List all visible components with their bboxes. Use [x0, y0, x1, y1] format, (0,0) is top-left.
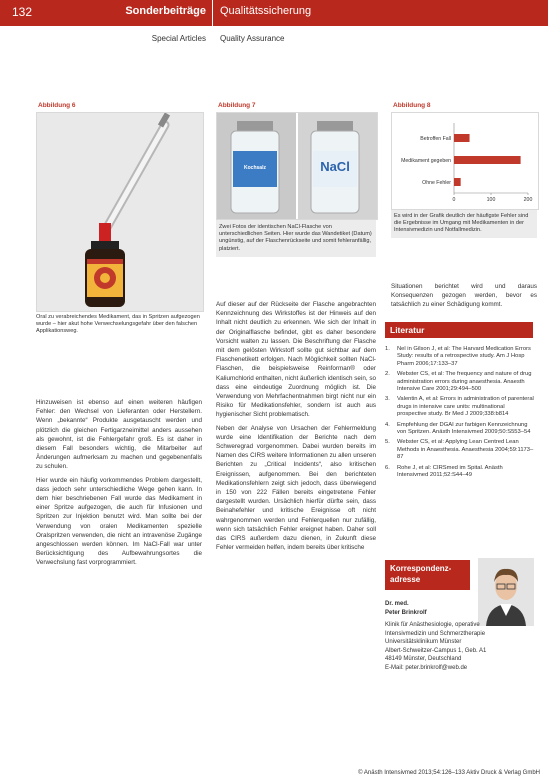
correspondence-heading: Korrespondenz- adresse	[385, 560, 470, 590]
figure7-caption: Zwei Fotos der identischen NaCl-Flasche von unterschiedlichen Seiten. Hier wurde das Wandetiket (Datum) ungünstig, auf der Flaschenrückseite und somit fehleranfällig, platziert.	[216, 220, 376, 257]
author-title: Dr. med.	[385, 601, 409, 607]
page-footer: © Anästh Intensivmed 2013;54:126–133 Aktiv Druck & Verlag GmbH	[358, 770, 540, 776]
chart-category-label: Betroffen Fall	[420, 136, 451, 142]
column-3	[391, 282, 537, 314]
address-line: Klinik für Anästhesiologie, operative	[385, 622, 480, 628]
address-line: Albert-Schweitzer-Campus 1, Geb. A1	[385, 647, 487, 654]
author-name: Peter Brinkrolf	[385, 609, 427, 616]
figure8-caption: Es wird in der Grafik deutlich der häufigste Fehler sind die Ergebnisse im Umgang mit Medikamenten in der Intensivmedizin und Notfallmedizin.	[391, 210, 537, 238]
literature-item: 3. Valentin A, et al: Errors in administration of parenteral drugs in intensive care units: multinational prospective study. Br Med J 2009;338:b814	[385, 396, 534, 418]
col3-paragraph: Situationen berichtet wird und daraus Konsequenzen gezogen werden, bevor es tatsächlich zu einer Schädigung kommt.	[391, 283, 537, 309]
chart-bar	[454, 178, 461, 186]
figure7-label: Abbildung 7	[218, 102, 256, 109]
figure6-photo	[37, 113, 203, 311]
literature-item: 2. Webster CS, et al: The frequency and nature of drug administration errors during anaesthesia. Anaesth Intensive Care 2001;29:494–500	[385, 371, 532, 393]
literature-item: 6. Rohe J, et al: CIRSmed im Spital. Anästh Intensivmed 2011;52:S44–49	[385, 464, 503, 479]
section-subtitle-left: Special Articles	[151, 34, 206, 43]
chart-category-label: Ohne Fehler	[422, 180, 451, 186]
email-link[interactable]: E-Mail: peter.brinkrolf@web.de	[385, 664, 468, 671]
col2-paragraph: Neben der Analyse von Ursachen der Fehlermeldung wurde eine Identifikation der Berichte nach dem Schweregrad vorgenommen. Dabei wurden bereits im Namen des CIRS weitere Informationen zu allen unseren Berichten zu „Critical Incidents“, also kritischen Ereignissen, aufgenommen. Bei den berichteten Medikationsfehlern zeigt sich jedoch, dass überwiegend in 150 von 222 Fällen bereits eingetretene Fehler dargestellt wurden. Ursächlich hierfür dürfte sein, dass Beinahefehler und kritische Ereignisse oft nicht wahrgenommen werden und Fehlerquellen nur zufällig, wenn sich tatsächlich Fehler ereignet haben. Daher soll das CIRS außerdem dazu dienen, in Zukunft diese Fehler vermeiden helfen, indem bereits über kritische	[216, 424, 376, 552]
figure7-bottle2-label: NaCl	[320, 159, 350, 174]
col1-paragraph: Hier wurde ein häufig vorkommendes Problem dargestellt, dass jedoch sehr unterschiedliche Wege gehen kann. In dem hier beschriebenen Fall wurde das Medikament in einer Spritze aufgezogen, die auch für Infusionen und Spritzen zur Injektion benutzt wird. Man sollte bei der Verwendung von oralen Medikamenten spezielle Oralspritzen verwenden, die nicht an intravenöse Zugänge angeschlossen werden können. Im NaCl-Fall war unter Berücksichtigung des Aufbewahrungsortes die Verwechslung fast vorprogrammiert.	[36, 476, 202, 567]
chart-category-label: Medikament gegeben	[401, 158, 451, 164]
figure7-bottle1-label: Kochsalz	[244, 165, 266, 171]
literature-list	[385, 346, 535, 483]
col1-paragraph: Hinzuweisen ist ebenso auf einen weiteren häufigen Fehler: den Wechsel von Lieferanten oder Herstellern. Wenn „bekannte“ Produkte ausgetauscht werden und plötzlich die gleichen Fertigarzneimittel anders aussehen als gewohnt, ist die Fehlergefahr groß. Es ist daher in diesem Fall besonders wichtig, die Mitarbeiter auf Änderungen aufmerksam zu machen und gegebenenfalls zu schulen.	[36, 399, 202, 471]
correspondence-body	[385, 600, 535, 672]
figure8-chart	[392, 113, 538, 209]
figure8-label: Abbildung 8	[393, 102, 431, 109]
column-2	[216, 300, 376, 762]
chart-bar	[454, 134, 470, 142]
header-divider	[212, 0, 213, 26]
literature-item: 5. Webster CS, et al: Applying Lean Centred Lean Methods in Anaesthesia. Anaesthesia 2004;59:1173–87	[385, 439, 534, 461]
figure7-frame	[216, 112, 378, 220]
chart-x-tick-label: 0	[452, 197, 456, 203]
section-title-right: Qualitätssicherung	[220, 5, 312, 17]
address-line: Intensivmedizin und Schmerztherapie	[385, 630, 486, 637]
col2-paragraph: Auf dieser auf der Rückseite der Flasche angebrachten Kennzeichnung des Wirkstoffes ist der Hinweis auf den Inhalt nicht deutlich zu erkennen. Wie sich der Inhalt in der Originalflasche befindet, gibt es daher besondere Vorsicht walten zu lassen. Die Beschriftung der Flasche mit dem gelösten Wirkstoff sollte gut sichtbar auf dem Flaschenetikett erfolgen. Nach Möglichkeit sollten NaCl-Flaschen, die beispielsweise Reinforman® oder Kaliumchlorid enthalten, nicht äußerlich identisch sein, so dass eine eindeutige Zuordnung möglich ist. Die Verwendung von Mehrfachentnahmen birgt nicht nur ein Risiko für Medikationsfehler, sondern ist auch aus hygienischer Sicht problematisch.	[216, 301, 376, 419]
figure8-frame	[391, 112, 539, 210]
section-subtitle-right: Quality Assurance	[220, 34, 285, 43]
literature-item: 4. Empfehlung der DGAI zur farbigen Kennzeichnung von Spritzen. Anästh Intensivmed 2009;50:S553–54	[385, 421, 531, 436]
literature-heading: Literatur	[385, 322, 533, 338]
figure6-frame	[36, 112, 204, 312]
chart-x-tick-label: 200	[523, 197, 533, 203]
literature-item: 1. Nel in Gilson J, et al: The Harvard Medication Errors Study: results of a retrospective study. Am J Hosp Pharm 2006;17:133–37	[385, 346, 531, 367]
chart-bar	[454, 156, 521, 164]
section-title-left: Sonderbeiträge	[125, 5, 206, 17]
address-line: 48149 Münster, Deutschland	[385, 656, 462, 662]
page-number: 132	[12, 5, 33, 19]
figure6-label: Abbildung 6	[38, 102, 76, 109]
chart-x-tick-label: 100	[486, 197, 496, 203]
address-line: Universitätsklinikum Münster	[385, 639, 462, 645]
column-1	[36, 398, 202, 762]
figure6-caption: Oral zu verabreichendes Medikament, das in Spritzen aufgezogen wurde – hier akut hohe Verwechselungsgefahr über den falschen Applikationsweg.	[36, 314, 200, 335]
